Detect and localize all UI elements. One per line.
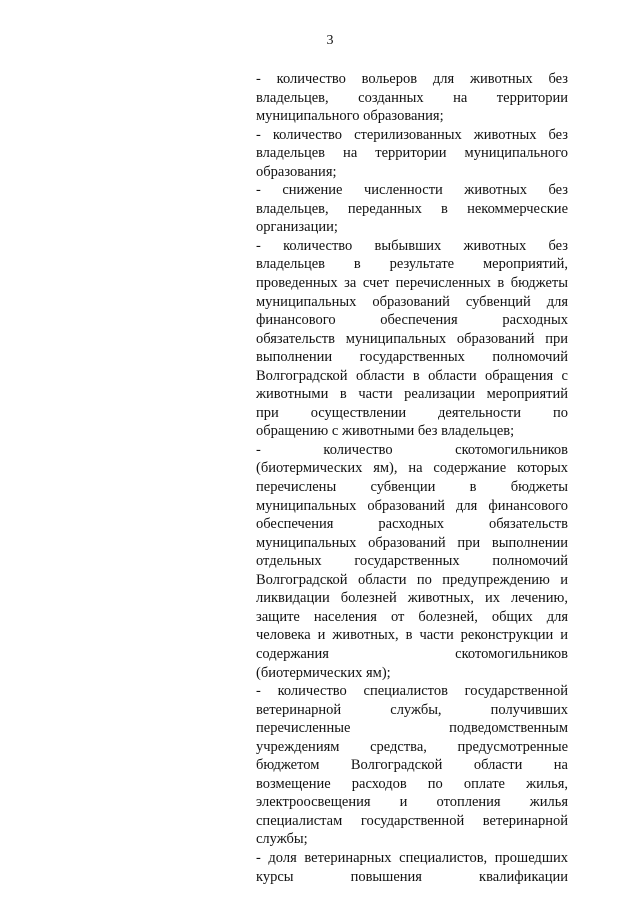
text-line: обязательств муниципальных образований при [256,330,568,347]
text-line: курсы повышения квалификации [256,868,568,885]
page-number: 3 [326,33,334,48]
text-line: Волгоградской области по предупреждению и [256,571,568,588]
text-line: образования; [256,163,337,180]
text-line: перечислены субвенции в бюджеты [256,479,568,496]
text-line: электроосвещения и отопления жилья [256,794,568,811]
text-line: владельцев в результате мероприятий, [256,256,568,273]
text-line: (биотермических ям); [256,664,391,681]
text-line: возмещение расходов по оплате жилья, [256,775,568,792]
text-line: - снижение численности животных без [256,182,568,199]
text-line: при осуществлении деятельности по [256,404,568,421]
text-line: содержания скотомогильников [256,645,568,662]
text-line: владельцев, переданных в некоммерческие [256,200,568,217]
text-line: - количество вольеров для животных без [256,71,568,87]
text-line: - количество стерилизованных животных без [256,126,568,143]
text-line: - количество скотомогильников [256,441,568,458]
text-line: Волгоградской области в области обращения с [256,367,568,384]
text-line: - количество выбывших животных без [256,237,568,254]
text-line: - доля ветеринарных специалистов, прошедших [256,849,568,866]
text-line: ликвидации болезней животных, их лечению, [256,590,568,607]
text-line: службы; [256,831,308,848]
text-line: финансового обеспечения расходных [256,312,568,329]
text-line: проведенных за счет перечисленных в бюджеты [256,275,568,292]
text-line: выполнении государственных полномочий [256,349,568,366]
text-line: человека и животных, в части реконструкции и [256,627,568,644]
text-line: ветеринарной службы, получивших [256,701,568,718]
text-line: организации; [256,219,338,236]
text-line: - количество специалистов государственной [256,683,568,700]
text-line: обращению с животными без владельцев; [256,423,515,440]
text-line: владельцев, созданных на территории [256,89,568,106]
text-line: обеспечения расходных обязательств [256,516,568,533]
text-line: защите населения от болезней, общих для [256,608,568,625]
text-line: специалистам государственной ветеринарной [256,812,568,829]
document-body [256,70,568,886]
text-line: перечисленные подведомственным [256,720,568,737]
text-line: муниципальных образований при выполнении [256,534,568,551]
text-line: владельцев на территории муниципального [256,145,568,162]
text-line: бюджетом Волгоградской области на [256,757,568,774]
text-line: муниципальных образований для финансового [256,497,568,514]
text-line: учреждениям средства, предусмотренные [256,738,568,755]
text-line: отдельных государственных полномочий [256,553,568,570]
text-line: животными в части реализации мероприятий [256,386,568,403]
text-line: муниципальных образований субвенций для [256,293,568,310]
text-line: муниципального образования; [256,108,444,125]
text-line: (биотермических ям), на содержание которых [256,460,568,477]
